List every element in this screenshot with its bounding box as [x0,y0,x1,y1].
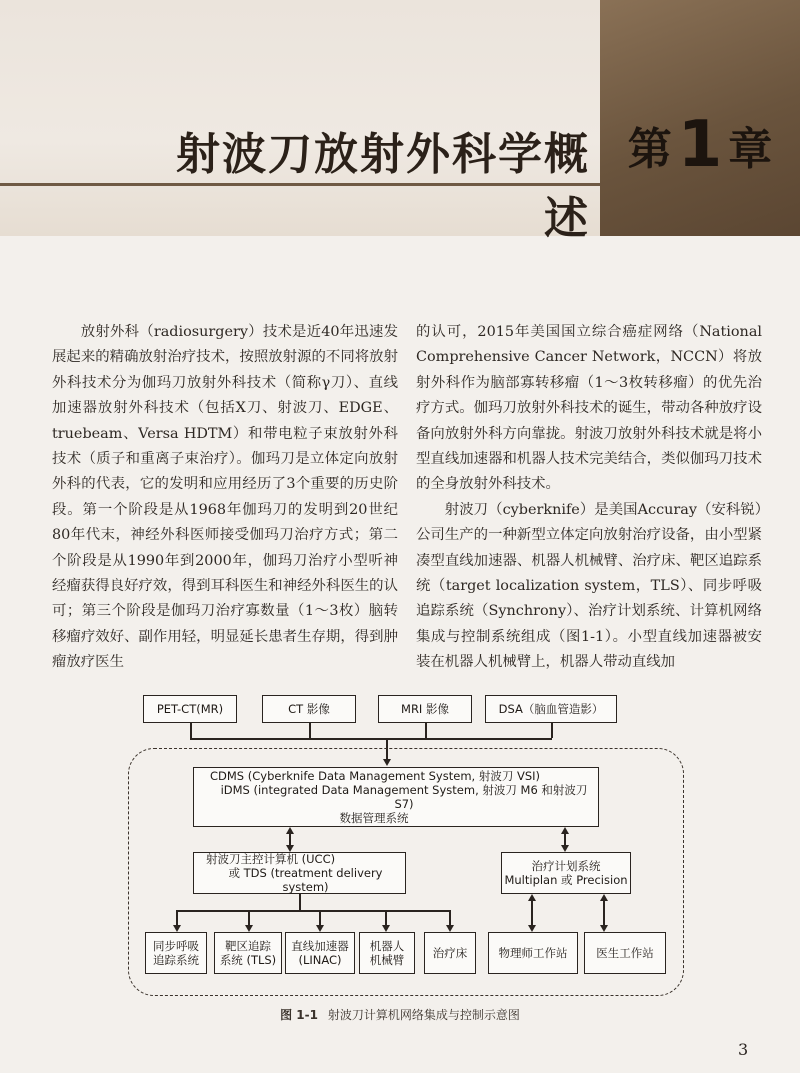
connector-line [190,738,552,740]
subsystem-line-1: 机器人 [369,939,405,953]
arrow-down-icon [245,925,253,932]
subsystem-robot-arm [359,932,415,974]
arrow-down-icon [173,925,181,932]
arrow-down-icon [561,845,569,852]
arrow-down-icon [600,925,608,932]
chapter-suffix: 章 [728,124,773,175]
connector-line [309,723,311,738]
subsystem-line-2: 系统 (TLS) [219,953,277,967]
subsystem-couch [424,932,476,974]
physician-workstation: 医生工作站 [584,932,666,974]
dms-box [193,767,599,827]
chapter-title: 射波刀放射外科学概述 [176,129,590,244]
arrow-up-icon [528,894,536,901]
chapter-number: 1 [677,108,723,182]
connector-line [564,833,566,846]
paragraph-radiosurgery-intro: 放射外科（radiosurgery）技术是近40年迅速发展起来的精确放射治疗技术，按照放射源的不同将放射外科技术分为伽玛刀放射外科技术（简称γ刀）、直线加速器放射外科技术（包括X刀、射波刀、EDGE、truebeam、Versa HDTM）和带电粒子束放射外科技术（质子和重离子束治疗）。伽玛刀是立体定向放射外科的代表，它的发明和应用经历了3个重要的历史阶段。第一个阶段是从1968年伽玛刀的发明到20世纪80年代末，神经外科医师接受伽玛刀治疗方式；第二个阶段是从1990年到2000年，伽玛刀治疗小型听神经瘤获得良好疗效，得到耳科医生和神经外科医生的认可；第三个阶段是伽玛刀治疗寡数量（1～3枚）脑转移瘤疗效好、副作用轻，明显延长患者生存期，得到肿瘤放疗医生 [52,324,398,671]
input-box-mri: MRI 影像 [378,695,472,723]
connector-line [603,900,605,926]
ucc-line-2: 或 TDS (treatment delivery system) [228,866,383,894]
caption-number: 图 1-1 [280,1008,318,1022]
ucc-line-1: 射波刀主控计算机 (UCC) [206,852,336,866]
right-column [416,320,762,676]
tps-line-2: Multiplan 或 Precision [504,873,628,887]
tps-box [501,852,631,894]
subsystem-line-1: 同步呼吸 [153,939,199,953]
subsystem-linac [285,932,355,974]
connector-line [385,910,387,926]
input-box-dsa: DSA（脑血管造影） [485,695,617,723]
left-column [52,320,398,676]
dms-line-label: 数据管理系统 [339,811,409,825]
input-box-petct: PET-CT(MR) [143,695,237,723]
arrow-down-icon [446,925,454,932]
arrow-down-icon [286,845,294,852]
input-box-ct: CT 影像 [262,695,356,723]
subsystem-synchrony [145,932,207,974]
arrow-up-icon [286,827,294,834]
chapter-prefix: 第 [627,124,672,175]
connector-line [248,910,250,926]
dms-line-cdms: CDMS (Cyberknife Data Management System, 射波刀 VSI) [210,769,541,783]
system-boundary [128,748,684,996]
physicist-workstation: 物理师工作站 [488,932,578,974]
figure-caption [0,1006,800,1023]
subsystem-line-2: (LINAC) [298,953,342,967]
chapter-label [600,108,800,182]
connector-line [299,894,301,910]
subsystem-line-1: 直线加速器 [291,939,349,953]
connector-line [176,910,450,912]
connector-line [289,833,291,846]
arrow-down-icon [382,925,390,932]
caption-text: 射波刀计算机网络集成与控制示意图 [327,1008,520,1022]
connector-line [176,910,178,926]
subsystem-line-1: 治疗床 [432,946,468,960]
connector-line [449,910,451,926]
connector-line [190,723,192,738]
connector-line [425,723,427,738]
arrow-down-icon [528,925,536,932]
tps-line-1: 治疗计划系统 [531,859,601,873]
page-number: 3 [738,1040,749,1059]
subsystem-line-2: 追踪系统 [153,953,199,967]
arrow-up-icon [600,894,608,901]
connector-line [319,910,321,926]
connector-line [531,900,533,926]
paragraph-cyberknife: 射波刀（cyberknife）是美国Accuray（安科锐）公司生产的一种新型立体定向放射治疗设备，由小型紧凑型直线加速器、机器人机械臂、治疗床、靶区追踪系统（target localization system，TLS）、同步呼吸追踪系统（Synchrony）、治疗计划系统、计算机网络集成与控制系统组成（图1-1）。小型直线加速器被安装在机器人机械臂上，机器人带动直线加 [416,501,762,671]
subsystem-line-2: 机械臂 [369,953,405,967]
arrow-down-icon [383,759,391,766]
subsystem-line-1: 靶区追踪 [225,939,271,953]
connector-line [551,723,553,738]
arrow-down-icon [316,925,324,932]
ucc-box [193,852,406,894]
dms-line-idms: iDMS (integrated Data Management System, 射波刀 M6 和射波刀 S7) [220,783,588,811]
arrow-up-icon [561,827,569,834]
connector-line [386,738,388,760]
paragraph-continuation: 的认可，2015年美国国立综合癌症网络（National Comprehensive Cancer Network，NCCN）将放射外科作为脑部寡转移瘤（1～3枚转移瘤）的优先治疗方式。伽玛刀放射外科技术的诞生，带动各种放疗设备向放射外科方向靠拢。射波刀放射外科技术就是将小型直线加速器和机器人技术完美结合，类似伽玛刀技术的全身放射外科技术。 [416,324,762,493]
subsystem-tls [214,932,282,974]
